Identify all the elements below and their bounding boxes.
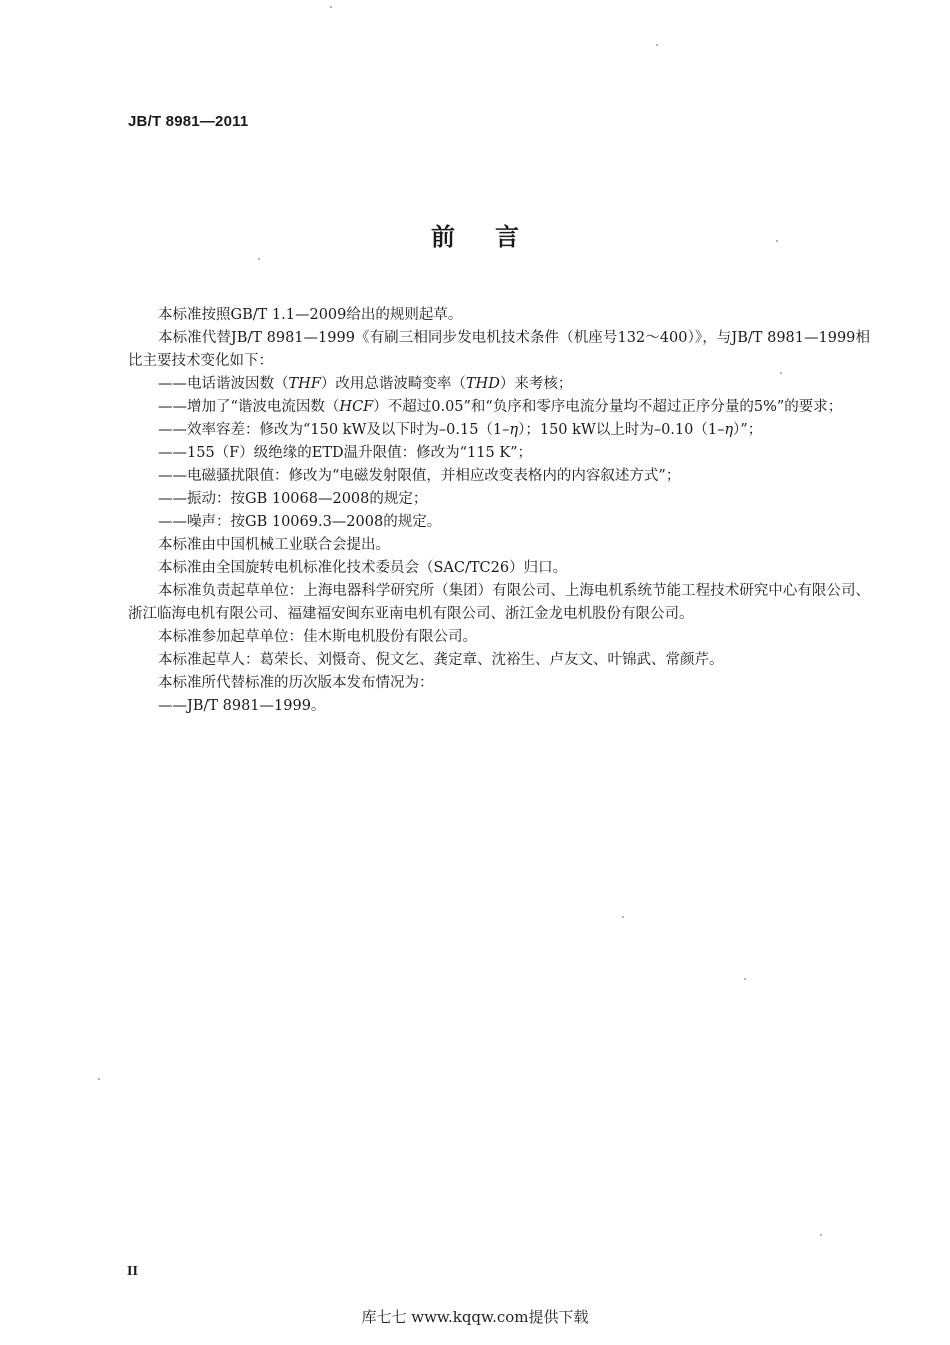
paragraph-drafters: 本标准起草人：葛荣长、刘慑奇、倪文乞、龚定章、沈裕生、卢友文、叶锦武、常颜芹。 bbox=[158, 652, 724, 668]
change-item-text: ——效率容差：修改为“150 kW及以下时为–0.15（1– bbox=[158, 422, 510, 438]
change-item-text: ）不超过0.05”和“负序和零序电流分量均不超过正序分量的5%”的要求； bbox=[373, 399, 843, 415]
scan-speck bbox=[622, 916, 624, 918]
scan-speck bbox=[744, 978, 746, 980]
change-item-text: ）改用总谐波畸变率（ bbox=[320, 376, 466, 392]
scan-speck bbox=[820, 1234, 822, 1236]
scan-speck bbox=[780, 372, 782, 374]
foreword-body bbox=[128, 304, 870, 718]
change-item-text: ）”； bbox=[733, 422, 763, 438]
page-number: II bbox=[127, 1264, 138, 1279]
change-item-emc: ——电磁骚扰限值：修改为“电磁发射限值，并相应改变表格内的内容叙述方式”； bbox=[158, 468, 681, 484]
paragraph-responsible-units: 本标准负责起草单位：上海电器科学研究所（集团）有限公司、上海电机系统节能工程技术研究中心有限公司、浙江临海电机有限公司、福建福安闽东亚南电机有限公司、浙江金龙电机股份有限公司。 bbox=[128, 583, 870, 622]
scan-speck bbox=[98, 1078, 100, 1080]
change-item-text: ——增加了“谐波电流因数（ bbox=[158, 399, 340, 415]
paragraph-committee: 本标准由全国旋转电机标准化技术委员会（SAC/TC26）归口。 bbox=[158, 560, 568, 576]
paragraph-participating-units: 本标准参加起草单位：佳木斯电机股份有限公司。 bbox=[158, 629, 477, 645]
scan-speck bbox=[656, 44, 658, 46]
scan-speck bbox=[258, 258, 260, 260]
change-item-temperature: ——155（F）级绝缘的ETD温升限值：修改为“115 K”； bbox=[158, 445, 533, 461]
change-item-vibration: ——振动：按GB 10068—2008的规定； bbox=[158, 491, 428, 507]
change-item-term: η bbox=[724, 422, 734, 438]
change-item-hcf bbox=[128, 396, 870, 419]
change-item-thf bbox=[128, 373, 870, 396]
scan-speck bbox=[776, 240, 778, 242]
paragraph-history-item: ——JB/T 8981—1999。 bbox=[158, 698, 326, 714]
paragraph-replacement: 本标准代替JB/T 8981—1999《有刷三相同步发电机技术条件（机座号132～400）》，与JB/T 8981—1999相比主要技术变化如下： bbox=[128, 330, 870, 369]
change-item-term: THD bbox=[465, 376, 500, 392]
change-item-term: THF bbox=[288, 376, 321, 392]
change-item-text: ）来考核； bbox=[499, 376, 573, 392]
change-item-text: ）；150 kW以上时为–0.10（1– bbox=[518, 422, 725, 438]
footer-download-note: 库七七 www.kqqw.com提供下载 bbox=[361, 1308, 589, 1326]
paragraph-drafting-rules: 本标准按照GB/T 1.1—2009给出的规则起草。 bbox=[158, 307, 463, 323]
scan-speck bbox=[330, 6, 332, 8]
change-item-term: HCF bbox=[339, 399, 374, 415]
change-item-text: ——电话谐波因数（ bbox=[158, 376, 289, 392]
page-title: 前言 bbox=[431, 223, 559, 251]
paragraph-history: 本标准所代替标准的历次版本发布情况为： bbox=[158, 675, 434, 691]
change-item-efficiency bbox=[128, 419, 870, 442]
standard-number: JB/T 8981—2011 bbox=[128, 113, 249, 130]
change-item-term: η bbox=[509, 422, 519, 438]
paragraph-proposer: 本标准由中国机械工业联合会提出。 bbox=[158, 537, 390, 553]
change-item-noise: ——噪声：按GB 10069.3—2008的规定。 bbox=[158, 514, 442, 530]
